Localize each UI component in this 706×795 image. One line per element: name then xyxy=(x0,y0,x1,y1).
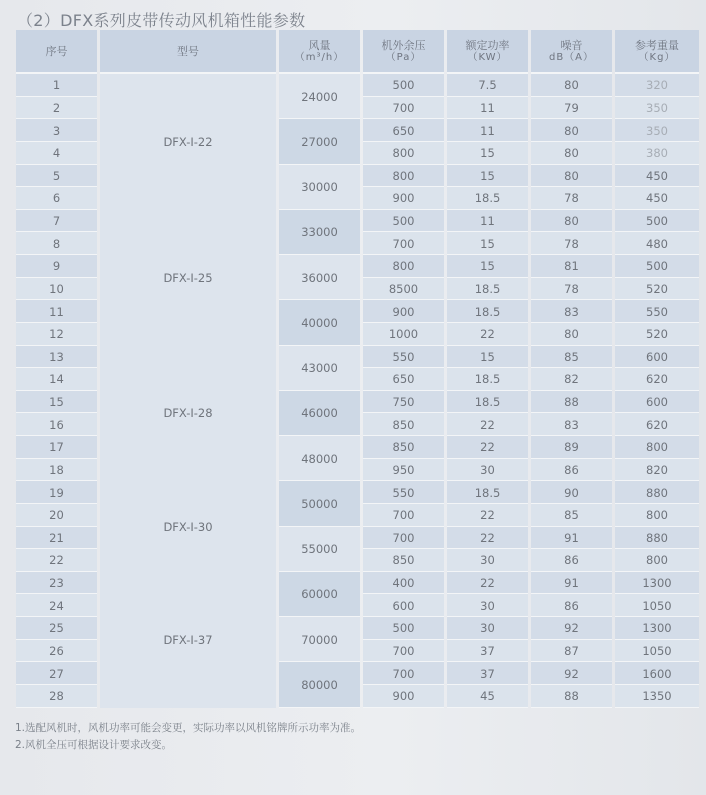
row-noise: 80 xyxy=(531,165,612,188)
row-noise: 80 xyxy=(531,323,612,346)
row-pressure: 400 xyxy=(363,572,444,595)
row-weight: 350 xyxy=(615,119,699,142)
model-cell: DFX-I-22 xyxy=(100,74,276,210)
row-weight: 800 xyxy=(615,549,699,572)
row-power: 30 xyxy=(447,549,528,572)
row-pressure: 8500 xyxy=(363,278,444,301)
row-pressure: 900 xyxy=(363,685,444,708)
row-power: 22 xyxy=(447,323,528,346)
row-pressure: 750 xyxy=(363,391,444,414)
header-seq-label: 序号 xyxy=(45,45,68,58)
footnote-1: 1.选配风机时，风机功率可能会变更，实际功率以风机铭牌所示功率为准。 xyxy=(15,722,362,734)
row-seq: 20 xyxy=(16,504,97,527)
header-pressure-label: 机外余压 xyxy=(381,39,426,52)
row-weight: 880 xyxy=(615,481,699,504)
row-seq: 21 xyxy=(16,527,97,550)
flow-cell: 50000 xyxy=(279,481,360,526)
row-power: 37 xyxy=(447,640,528,663)
row-seq: 26 xyxy=(16,640,97,663)
row-seq: 9 xyxy=(16,255,97,278)
row-seq: 4 xyxy=(16,142,97,165)
row-noise: 86 xyxy=(531,459,612,482)
row-pressure: 900 xyxy=(363,300,444,323)
row-noise: 82 xyxy=(531,368,612,391)
header-weight-unit: （Kg） xyxy=(638,52,676,63)
model-cell: DFX-I-25 xyxy=(100,210,276,346)
row-power: 11 xyxy=(447,119,528,142)
flow-cell: 40000 xyxy=(279,300,360,345)
row-power: 18.5 xyxy=(447,187,528,210)
model-cell: DFX-I-37 xyxy=(100,572,276,708)
header-flow-unit: （m³/h） xyxy=(294,52,345,63)
row-pressure: 850 xyxy=(363,413,444,436)
flow-cell: 46000 xyxy=(279,391,360,436)
header-flow-label: 风量 xyxy=(308,39,331,52)
row-noise: 91 xyxy=(531,527,612,550)
header-noise-unit: dB（A） xyxy=(548,52,595,63)
row-power: 18.5 xyxy=(447,278,528,301)
row-weight: 380 xyxy=(615,142,699,165)
row-seq: 8 xyxy=(16,232,97,255)
row-pressure: 550 xyxy=(363,481,444,504)
header-power-unit: （KW） xyxy=(467,52,508,63)
row-pressure: 800 xyxy=(363,255,444,278)
row-power: 30 xyxy=(447,617,528,640)
row-power: 22 xyxy=(447,436,528,459)
row-weight: 520 xyxy=(615,278,699,301)
row-pressure: 700 xyxy=(363,527,444,550)
row-power: 11 xyxy=(447,210,528,233)
row-seq: 11 xyxy=(16,300,97,323)
row-pressure: 1000 xyxy=(363,323,444,346)
row-noise: 80 xyxy=(531,210,612,233)
flow-cell: 30000 xyxy=(279,165,360,210)
row-weight: 620 xyxy=(615,368,699,391)
row-noise: 81 xyxy=(531,255,612,278)
row-weight: 1600 xyxy=(615,662,699,685)
header-model xyxy=(100,30,276,74)
row-power: 22 xyxy=(447,504,528,527)
model-cell: DFX-I-28 xyxy=(100,346,276,482)
row-seq: 16 xyxy=(16,413,97,436)
header-seq xyxy=(16,30,97,74)
row-power: 15 xyxy=(447,142,528,165)
row-pressure: 500 xyxy=(363,74,444,97)
row-seq: 24 xyxy=(16,594,97,617)
row-seq: 6 xyxy=(16,187,97,210)
row-power: 37 xyxy=(447,662,528,685)
row-power: 18.5 xyxy=(447,391,528,414)
row-seq: 5 xyxy=(16,165,97,188)
row-pressure: 500 xyxy=(363,617,444,640)
flow-cell: 33000 xyxy=(279,210,360,255)
model-cell: DFX-I-30 xyxy=(100,481,276,572)
row-pressure: 650 xyxy=(363,119,444,142)
row-power: 15 xyxy=(447,165,528,188)
flow-cell: 80000 xyxy=(279,662,360,707)
row-seq: 23 xyxy=(16,572,97,595)
row-noise: 92 xyxy=(531,617,612,640)
spec-table xyxy=(16,30,697,708)
row-power: 22 xyxy=(447,572,528,595)
header-pressure xyxy=(363,30,444,74)
row-weight: 820 xyxy=(615,459,699,482)
flow-cell: 55000 xyxy=(279,527,360,572)
footnotes xyxy=(15,720,361,754)
row-noise: 86 xyxy=(531,594,612,617)
header-noise-label: 噪音 xyxy=(560,39,583,52)
row-pressure: 700 xyxy=(363,97,444,120)
row-power: 30 xyxy=(447,594,528,617)
row-weight: 500 xyxy=(615,210,699,233)
flow-cell: 70000 xyxy=(279,617,360,662)
row-weight: 1350 xyxy=(615,685,699,708)
row-weight: 550 xyxy=(615,300,699,323)
flow-cell: 43000 xyxy=(279,346,360,391)
row-weight: 1050 xyxy=(615,640,699,663)
page-title: （2）DFX系列皮带传动风机箱性能参数 xyxy=(17,11,306,30)
row-power: 18.5 xyxy=(447,481,528,504)
flow-cell: 24000 xyxy=(279,74,360,119)
row-noise: 83 xyxy=(531,300,612,323)
row-seq: 25 xyxy=(16,617,97,640)
row-pressure: 500 xyxy=(363,210,444,233)
header-weight xyxy=(615,30,699,74)
row-weight: 600 xyxy=(615,346,699,369)
flow-cell: 27000 xyxy=(279,119,360,164)
row-power: 22 xyxy=(447,413,528,436)
row-power: 15 xyxy=(447,346,528,369)
row-power: 15 xyxy=(447,255,528,278)
row-seq: 10 xyxy=(16,278,97,301)
row-weight: 350 xyxy=(615,97,699,120)
row-weight: 620 xyxy=(615,413,699,436)
row-pressure: 700 xyxy=(363,640,444,663)
row-pressure: 650 xyxy=(363,368,444,391)
row-seq: 7 xyxy=(16,210,97,233)
row-weight: 800 xyxy=(615,504,699,527)
row-seq: 18 xyxy=(16,459,97,482)
row-noise: 78 xyxy=(531,278,612,301)
row-pressure: 850 xyxy=(363,549,444,572)
row-weight: 450 xyxy=(615,187,699,210)
row-noise: 85 xyxy=(531,504,612,527)
row-pressure: 600 xyxy=(363,594,444,617)
row-weight: 800 xyxy=(615,436,699,459)
row-seq: 27 xyxy=(16,662,97,685)
row-pressure: 700 xyxy=(363,662,444,685)
row-weight: 320 xyxy=(615,74,699,97)
row-pressure: 700 xyxy=(363,232,444,255)
row-noise: 85 xyxy=(531,346,612,369)
footnote-2: 2.风机全压可根据设计要求改变。 xyxy=(15,739,173,751)
flow-cell: 48000 xyxy=(279,436,360,481)
row-seq: 2 xyxy=(16,97,97,120)
flow-cell: 60000 xyxy=(279,572,360,617)
header-pressure-unit: （Pa） xyxy=(385,52,422,63)
header-noise xyxy=(531,30,612,74)
row-noise: 88 xyxy=(531,391,612,414)
row-power: 7.5 xyxy=(447,74,528,97)
header-power-label: 额定功率 xyxy=(465,39,510,52)
row-seq: 1 xyxy=(16,74,97,97)
header-flow xyxy=(279,30,360,74)
row-pressure: 850 xyxy=(363,436,444,459)
row-power: 11 xyxy=(447,97,528,120)
row-noise: 87 xyxy=(531,640,612,663)
row-seq: 3 xyxy=(16,119,97,142)
row-noise: 80 xyxy=(531,142,612,165)
row-pressure: 800 xyxy=(363,142,444,165)
header-weight-label: 参考重量 xyxy=(635,39,679,52)
row-weight: 1300 xyxy=(615,572,699,595)
row-weight: 480 xyxy=(615,232,699,255)
row-noise: 92 xyxy=(531,662,612,685)
row-noise: 89 xyxy=(531,436,612,459)
row-power: 30 xyxy=(447,459,528,482)
row-noise: 90 xyxy=(531,481,612,504)
row-power: 15 xyxy=(447,232,528,255)
row-weight: 600 xyxy=(615,391,699,414)
row-noise: 80 xyxy=(531,74,612,97)
row-noise: 78 xyxy=(531,187,612,210)
row-power: 45 xyxy=(447,685,528,708)
row-noise: 86 xyxy=(531,549,612,572)
row-power: 18.5 xyxy=(447,300,528,323)
row-weight: 1050 xyxy=(615,594,699,617)
header-power xyxy=(447,30,528,74)
row-noise: 78 xyxy=(531,232,612,255)
row-power: 22 xyxy=(447,527,528,550)
row-weight: 520 xyxy=(615,323,699,346)
flow-cell: 36000 xyxy=(279,255,360,300)
row-noise: 88 xyxy=(531,685,612,708)
row-pressure: 550 xyxy=(363,346,444,369)
row-seq: 19 xyxy=(16,481,97,504)
row-noise: 79 xyxy=(531,97,612,120)
row-seq: 17 xyxy=(16,436,97,459)
row-noise: 80 xyxy=(531,119,612,142)
row-pressure: 700 xyxy=(363,504,444,527)
row-power: 18.5 xyxy=(447,368,528,391)
row-weight: 500 xyxy=(615,255,699,278)
row-pressure: 900 xyxy=(363,187,444,210)
row-weight: 880 xyxy=(615,527,699,550)
header-model-label: 型号 xyxy=(177,45,199,58)
row-seq: 12 xyxy=(16,323,97,346)
row-seq: 14 xyxy=(16,368,97,391)
row-seq: 15 xyxy=(16,391,97,414)
row-pressure: 950 xyxy=(363,459,444,482)
row-pressure: 800 xyxy=(363,165,444,188)
row-weight: 1300 xyxy=(615,617,699,640)
row-noise: 83 xyxy=(531,413,612,436)
row-seq: 22 xyxy=(16,549,97,572)
row-seq: 28 xyxy=(16,685,97,708)
row-noise: 91 xyxy=(531,572,612,595)
row-weight: 450 xyxy=(615,165,699,188)
row-seq: 13 xyxy=(16,346,97,369)
